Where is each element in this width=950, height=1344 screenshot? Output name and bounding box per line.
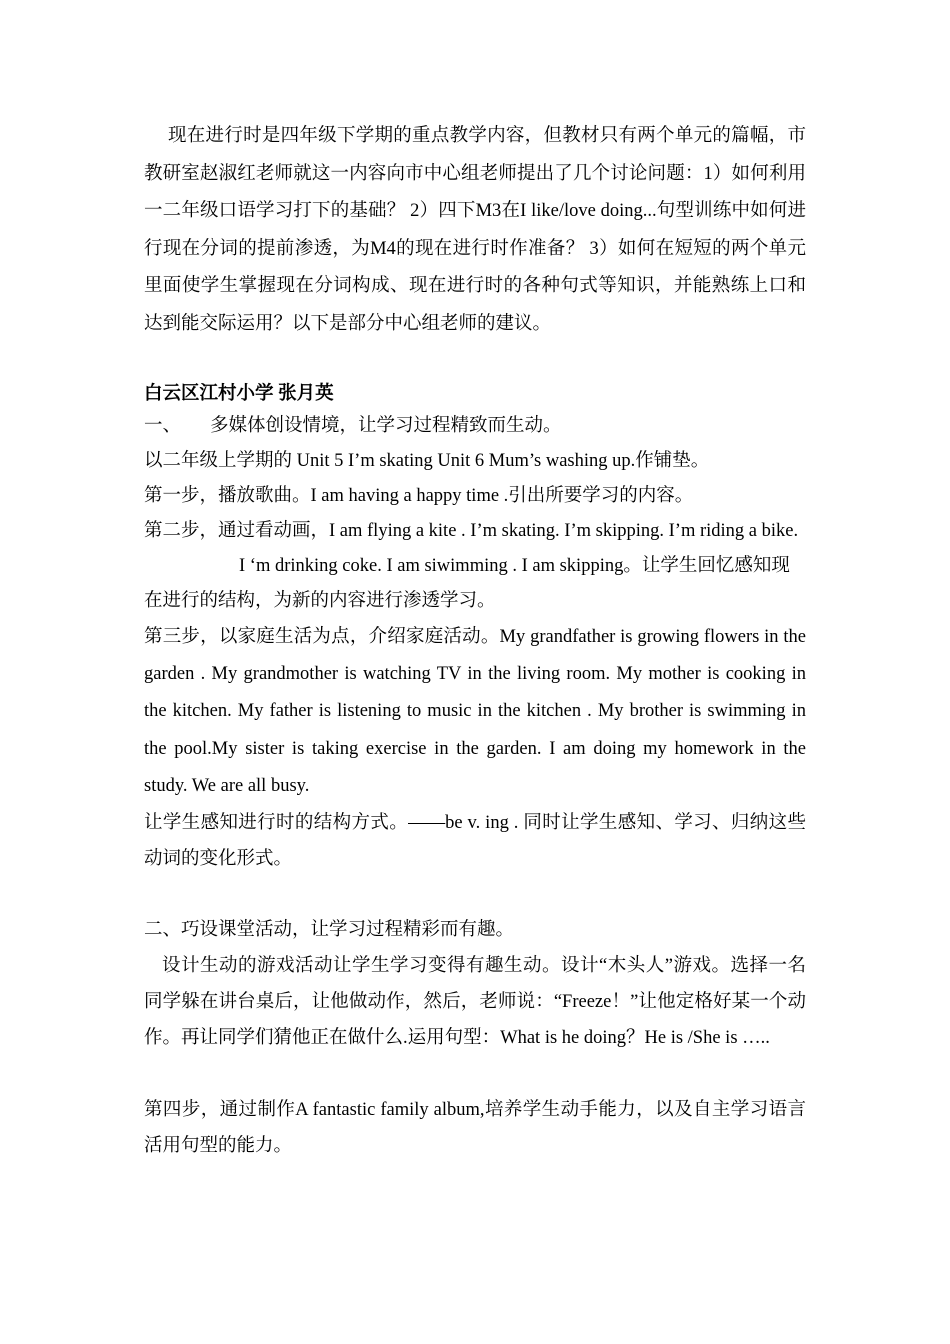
intro-paragraph: 现在进行时是四年级下学期的重点教学内容，但教材只有两个单元的篇幅，市教研室赵淑红老师就这一内容向市中心组老师提出了几个讨论问题：1）如何利用一二年级口语学习打下的基础？ 2）四下M3在I like/love doing...句型训练中如何进行现在分词的提前渗透，为M4的现在进行时作准备？ 3）如何在短短的两个单元里面使学生掌握现在分词构成、现在进行时的各种句式等知识，并能熟练上口和达到能交际运用？以下是部分中心组老师的建议。 — [144, 126, 806, 334]
section-two-heading: 二、巧设课堂活动，让学习过程精彩而有趣。 — [144, 920, 515, 941]
unit-reference-line: 以二年级上学期的 Unit 5 I’m skating Unit 6 Mum’s washing up.作铺垫。 — [144, 451, 710, 471]
step-two-line-3: 在进行的结构，为新的内容进行渗透学习。 — [144, 591, 496, 611]
section-one-heading — [144, 409, 806, 444]
step-two-line-1: 第二步，通过看动画，I am flying a kite . I’m skating. I’m skipping. I’m riding a bike. — [144, 521, 799, 541]
step-four-paragraph: 第四步，通过制作A fantastic family album,培养学生动手能力，以及自主学习语言活用句型的能力。 — [144, 1100, 806, 1157]
step-two-line-2: I ‘m drinking coke. I am siwimming . I am skipping。让学生回忆感知现 — [239, 556, 790, 576]
step-one-line: 第一步，播放歌曲。I am having a happy time .引出所要学习的内容。 — [144, 486, 694, 506]
paragraph-gap — [144, 877, 806, 913]
section-one-title: 多媒体创设情境，让学习过程精致而生动。 — [210, 416, 562, 436]
section-one-number: 一、 — [144, 416, 182, 436]
paragraph-gap-2 — [144, 1056, 806, 1092]
step-three-note: 让学生感知进行时的结构方式。——be v. ing . 同时让学生感知、学习、归纳这些动词的变化形式。 — [144, 813, 806, 870]
author-heading: 白云区江村小学 张月英 — [144, 384, 334, 404]
section-two-paragraph: 设计生动的游戏活动让学生学习变得有趣生动。设计“木头人”游戏。选择一名同学躲在讲台桌后，让他做动作，然后，老师说：“Freeze！”让他定格好某一个动作。再让同学们猜他正在做什么.运用句型：What is he doing？He is /She is ….. — [144, 956, 806, 1049]
document-body — [144, 118, 806, 1164]
step-three-paragraph: 第三步，以家庭生活为点，介绍家庭活动。My grandfather is growing flowers in the garden . My grandmother is watching TV in the living room. My mother is cooking in the kitchen. My father is listening to music in the kitchen . My brother is swimming in the pool.My sister is taking exercise in the garden. I am doing my homework in the study. We are all busy. — [144, 627, 806, 796]
